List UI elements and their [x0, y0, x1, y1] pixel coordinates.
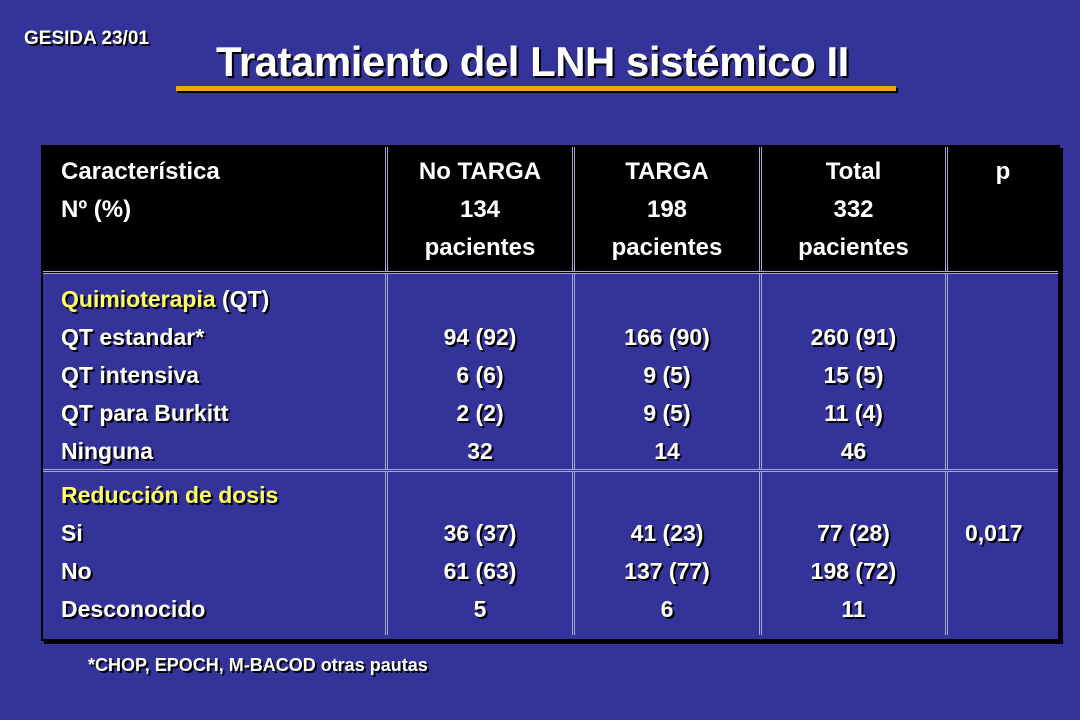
header-targa-n: 198 — [646, 196, 688, 223]
header-total-unit: pacientes — [798, 234, 909, 261]
chemotherapy-labels — [61, 280, 269, 470]
footnote: *CHOP, EPOCH, M-BACOD otras pautas — [88, 655, 428, 675]
header-targa — [575, 153, 759, 267]
chemotherapy-no-targa-values — [388, 318, 572, 470]
table-cell: 2 (2) — [456, 400, 504, 426]
header-characteristic-label: Característica — [61, 158, 220, 185]
table-cell: 166 (90) — [624, 324, 710, 350]
row-label: Ninguna — [61, 438, 153, 464]
table-cell: 94 (92) — [443, 324, 517, 350]
row-label: No — [61, 558, 92, 584]
table-cell: 61 (63) — [443, 558, 517, 584]
column-divider — [945, 472, 948, 635]
header-targa-label: TARGA — [625, 158, 709, 185]
table-cell: 9 (5) — [643, 362, 691, 388]
row-label: QT intensiva — [61, 362, 200, 388]
row-label: Desconocido — [61, 596, 206, 622]
header-no-targa — [388, 153, 572, 267]
chemotherapy-total-values — [762, 318, 945, 470]
dose-targa-values — [575, 514, 759, 628]
header-p — [948, 153, 1058, 191]
row-label: QT estandar* — [61, 324, 205, 350]
section-title-highlight: Quimioterapia — [61, 286, 216, 312]
dose-p-value — [965, 514, 1023, 552]
row-label: Si — [61, 520, 83, 546]
table-cell: 137 (77) — [624, 558, 710, 584]
table-cell: 9 (5) — [643, 400, 691, 426]
table-cell: 32 — [467, 438, 493, 464]
results-table — [41, 145, 1060, 641]
chemotherapy-targa-values — [575, 318, 759, 470]
header-total-label: Total — [825, 158, 882, 185]
section-title-rest: (QT) — [215, 286, 270, 312]
row-label: QT para Burkitt — [61, 400, 229, 426]
dose-reduction-section — [43, 472, 1058, 635]
table-cell: 46 — [840, 438, 867, 464]
table-cell: 6 — [660, 596, 674, 622]
dose-no-targa-values — [388, 514, 572, 628]
table-cell: 77 (28) — [817, 520, 890, 546]
dose-total-values — [762, 514, 945, 628]
chemotherapy-section — [43, 274, 1058, 472]
table-cell: 198 (72) — [810, 558, 897, 584]
table-cell: 11 — [841, 596, 866, 622]
header-p-label: p — [995, 158, 1011, 185]
table-cell: 41 (23) — [630, 520, 704, 546]
header-total-n: 332 — [833, 196, 874, 223]
section-title — [61, 476, 278, 514]
table-cell: 36 (37) — [443, 520, 517, 546]
section-title-highlight: Reducción de dosis — [61, 482, 279, 508]
table-cell: 15 (5) — [823, 362, 884, 388]
header-total — [762, 153, 945, 267]
table-cell: 260 (91) — [810, 324, 897, 350]
section-title — [61, 280, 269, 318]
slide-code-label: GESIDA 23/01 — [24, 28, 149, 49]
header-characteristic — [61, 153, 220, 229]
table-cell: 6 (6) — [456, 362, 504, 388]
header-no-targa-label: No TARGA — [418, 158, 542, 185]
slide-title: Tratamiento del LNH sistémico II — [216, 38, 849, 85]
table-cell: 0,017 — [965, 520, 1023, 546]
header-no-targa-unit: pacientes — [424, 234, 536, 261]
dose-reduction-labels — [61, 476, 278, 628]
table-header-row — [43, 147, 1058, 274]
header-no-targa-n: 134 — [459, 196, 501, 223]
column-divider — [945, 274, 948, 469]
table-cell: 5 — [473, 596, 487, 622]
header-count-label: Nº (%) — [61, 196, 132, 223]
title-underline — [176, 86, 896, 91]
header-targa-unit: pacientes — [611, 234, 723, 261]
table-cell: 14 — [654, 438, 680, 464]
table-cell: 11 (4) — [824, 400, 883, 426]
